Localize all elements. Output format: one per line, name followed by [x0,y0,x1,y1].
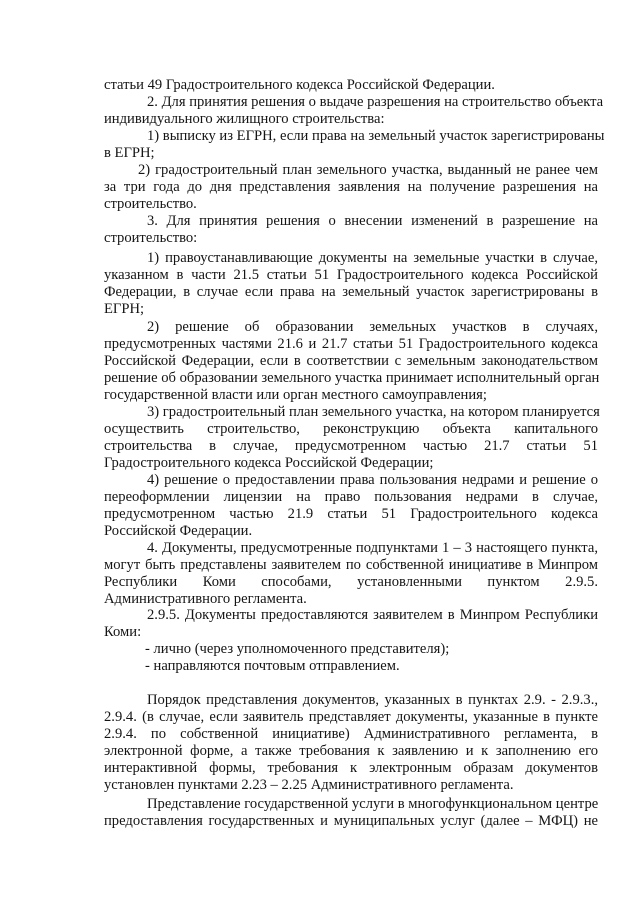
text-line: - направляются почтовым отправлением. [145,658,400,674]
text-line: электронной форме, а также требования к заявлению и к заполнению его [104,743,598,759]
text-line: могут быть представлены заявителем по собственной инициативе в Минпром [104,557,598,573]
text-line: Республики Коми способами, установленными пунктом 2.9.5. [104,574,598,590]
text-line: 2.9.5. Документы предоставляются заявителем в Минпром Республики [147,607,598,623]
text-line: Коми: [104,624,142,640]
text-line: установлен пунктами 2.23 – 2.25 Административного регламента. [104,777,514,793]
text-line: в ЕГРН; [104,145,155,161]
text-line: Порядок представления документов, указанных в пунктах 2.9. - 2.9.3., [147,692,598,708]
text-line: переоформлении лицензии на право пользования недрами в случае, [104,489,598,505]
text-line: Российской Федерации. [104,523,253,539]
text-line: осуществить строительство, реконструкцию объекта капитального [104,421,598,437]
text-line: индивидуального жилищного строительства: [104,111,385,127]
text-line: за три года до дня представления заявления на получение разрешения на [104,179,598,195]
text-line: Российской Федерации, если в соответствии с земельным законодательством [104,353,598,369]
text-line: решение об образовании земельного участка принимает исполнительный орган [104,370,600,386]
text-line: Градостроительного кодекса Российской Федерации; [104,455,434,471]
text-line: - лично (через уполномоченного представителя); [145,641,450,657]
text-line: 3. Для принятия решения о внесении изменений в разрешение на [147,213,598,229]
text-line: указанном в части 21.5 статьи 51 Градостроительного кодекса Российской [104,267,598,283]
text-line: Административного регламента. [104,591,307,607]
text-line: 4. Документы, предусмотренные подпунктами 1 – 3 настоящего пункта, [147,540,598,556]
text-line: 1) правоустанавливающие документы на земельные участки в случае, [147,250,598,266]
text-line: 2. Для принятия решения о выдаче разрешения на строительство объекта [147,94,604,110]
text-line: 3) градостроительный план земельного участка, на котором планируется [147,404,600,420]
text-line: 2) градостроительный план земельного участка, выданный не ранее чем [138,162,598,178]
text-line: статьи 49 Градостроительного кодекса Российской Федерации. [104,77,495,93]
text-line: государственной власти или орган местного самоуправления; [104,387,487,403]
text-line: 2.9.4. (в случае, если заявитель представляет документы, указанные в пункте [104,709,598,725]
text-line: предоставления государственных и муниципальных услуг (далее – МФЦ) не [104,813,598,829]
text-line: 2.9.4. по собственной инициативе) Административного регламента, в [104,726,598,742]
text-line: строительство: [104,230,198,246]
text-line: интерактивной формы, требования к электронным образам документов [104,760,598,776]
text-line: строительства в случае, предусмотренном частью 21.7 статьи 51 [104,438,598,454]
text-line: Федерации, в случае если права на земельный участок зарегистрированы в [104,284,598,300]
text-line: строительство. [104,196,197,212]
text-line: 1) выписку из ЕГРН, если права на земельный участок зарегистрированы [147,128,605,144]
text-line: 4) решение о предоставлении права пользования недрами и решение о [147,472,598,488]
text-line: Представление государственной услуги в многофункциональном центре [147,796,599,812]
text-line: ЕГРН; [104,301,145,317]
text-line: предусмотренном частью 21.9 статьи 51 Градостроительного кодекса [104,506,598,522]
text-line: предусмотренных частями 21.6 и 21.7 статьи 51 Градостроительного кодекса [104,336,598,352]
text-line: 2) решение об образовании земельных участков в случаях, [147,319,598,335]
